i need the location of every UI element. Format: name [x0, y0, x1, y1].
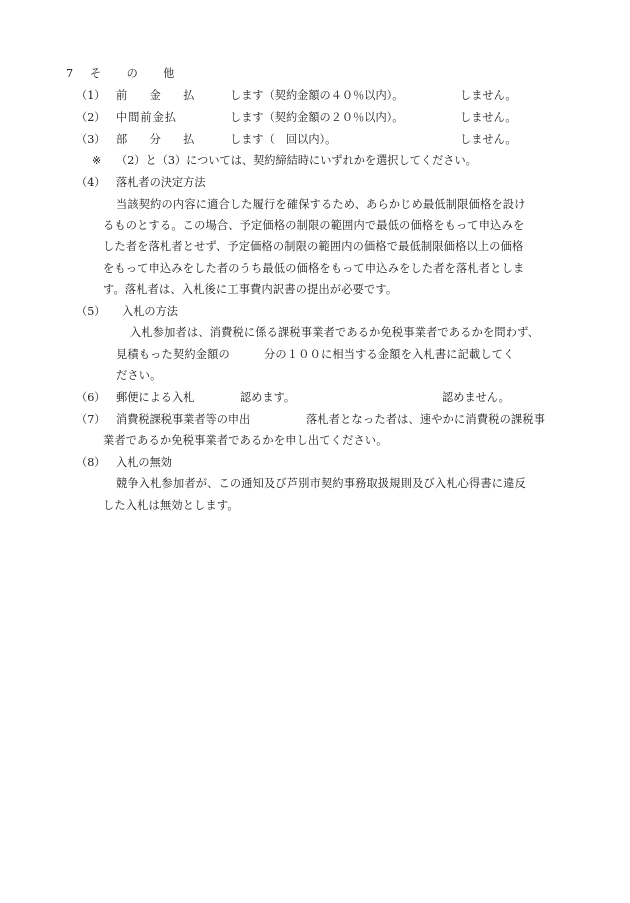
- item-1-option-no: しません。: [460, 89, 517, 102]
- item-2-option-no: しません。: [460, 111, 517, 124]
- item-6-number: （6）: [76, 391, 106, 404]
- section-number: 7: [66, 67, 74, 80]
- item-1-option-yes: します（契約金額の４０％以内）。: [230, 89, 404, 102]
- note-text: （2）と（3）については、契約締結時にいずれかを選択してください。: [116, 154, 477, 167]
- item-6-label: 郵便による入札: [116, 391, 195, 404]
- item-3-label: 部 分 払: [116, 133, 195, 146]
- item-1-label: 前 金 払: [116, 89, 195, 102]
- note-mark: ※: [92, 154, 102, 167]
- item-8-line-2: した入札は無効とします。: [103, 499, 239, 512]
- item-7-text-2: 業者であるか免税事業者であるかを申し出てください。: [103, 434, 388, 447]
- item-2-label: 中間前金払: [116, 111, 177, 124]
- item-4-line-4: をもって申込みをした者のうち最低の価格をもって申込みをした者を落札者としま: [103, 262, 525, 275]
- item-4-title: 落札者の決定方法: [116, 176, 206, 189]
- item-6-option-no: 認めません。: [442, 391, 510, 404]
- item-8-number: （8）: [76, 456, 106, 469]
- item-7-label: 消費税課税事業者等の申出: [116, 413, 251, 426]
- item-4-line-5: す。落札者は、入札後に工事費内訳書の提出が必要です。: [103, 283, 398, 296]
- item-5-line-3: ださい。: [116, 369, 162, 382]
- item-4-line-2: るものとする。この場合、予定価格の制限の範囲内で最低の価格をもって申込みを: [103, 219, 525, 232]
- item-3-number: （3）: [76, 133, 106, 146]
- item-4-line-3: した者を落札者とせず、予定価格の制限の範囲内の価格で最低制限価格以上の価格: [103, 240, 524, 253]
- item-4-number: （4）: [76, 176, 106, 189]
- item-5-line-2: 見積もった契約金額の 分の１００に相当する金額を入札書に記載してく: [116, 348, 515, 361]
- item-5-number: （5）: [76, 305, 106, 318]
- item-1-number: （1）: [76, 89, 106, 102]
- item-2-number: （2）: [76, 111, 106, 124]
- item-7-text-1: 落札者となった者は、速やかに消費税の課税事: [306, 413, 546, 426]
- item-8-line-1: 競争入札参加者が、この通知及び芦別市契約事務取扱規則及び入札心得書に違反: [116, 477, 526, 490]
- item-3-option-yes: します（ 回以内）。: [230, 133, 337, 146]
- item-7-number: （7）: [76, 413, 106, 426]
- item-8-title: 入札の無効: [116, 456, 172, 469]
- item-5-title: 入札の方法: [122, 305, 178, 318]
- item-3-option-no: しません。: [460, 133, 517, 146]
- item-6-option-yes: 認めます。: [240, 391, 296, 404]
- section-title: そ の 他: [90, 67, 176, 80]
- item-4-line-1: 当該契約の内容に適合した履行を確保するため、あらかじめ最低制限価格を設け: [116, 198, 526, 211]
- item-5-line-1: 入札参加者は、消費税に係る課税事業者であるか免税事業者であるかを問わず、: [130, 326, 540, 339]
- item-2-option-yes: します（契約金額の２０％以内）。: [230, 111, 404, 124]
